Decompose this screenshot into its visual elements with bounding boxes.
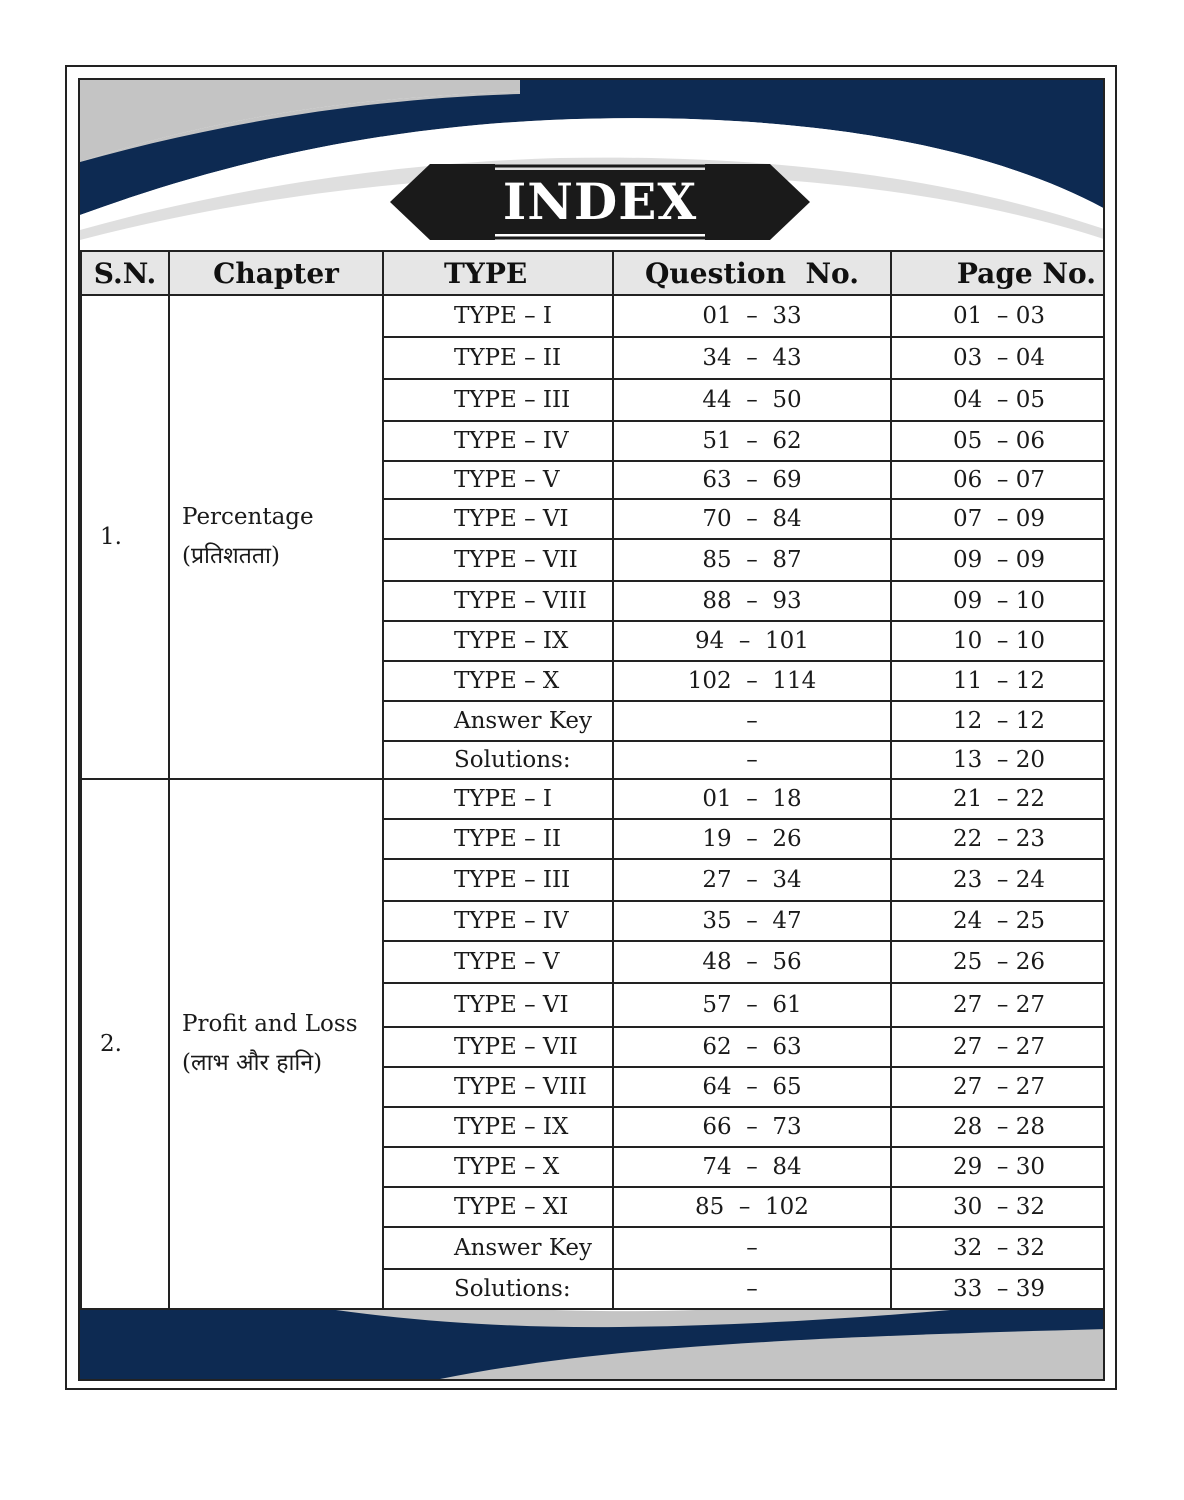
question-range-cell: 01 – 18 — [613, 779, 891, 819]
type-cell: TYPE – VII — [383, 1027, 613, 1067]
question-range-cell: – — [613, 1269, 891, 1309]
page-range-cell: 11 – 12 — [891, 661, 1105, 701]
question-range-cell: 34 – 43 — [613, 337, 891, 379]
page-range-cell: 22 – 23 — [891, 819, 1105, 859]
type-cell: TYPE – VIII — [383, 581, 613, 621]
question-range-cell: 27 – 34 — [613, 859, 891, 901]
question-range-cell: 70 – 84 — [613, 499, 891, 539]
chapter-name-cell — [169, 779, 383, 1309]
index-title-banner — [390, 164, 810, 240]
page-range-cell: 06 – 07 — [891, 461, 1105, 499]
page-range-cell: 05 – 06 — [891, 421, 1105, 461]
type-cell: Solutions: — [383, 741, 613, 779]
type-cell: TYPE – VI — [383, 499, 613, 539]
page-inner-frame — [78, 78, 1105, 1381]
header-question-no: Question No. — [613, 251, 891, 295]
question-range-cell: 44 – 50 — [613, 379, 891, 421]
question-range-cell: 85 – 87 — [613, 539, 891, 581]
page-range-cell: 12 – 12 — [891, 701, 1105, 741]
type-cell: TYPE – X — [383, 1147, 613, 1187]
chapter-name-english: Profit and Loss — [182, 1011, 358, 1037]
question-range-cell: 102 – 114 — [613, 661, 891, 701]
page-range-cell: 27 – 27 — [891, 1027, 1105, 1067]
table-body — [81, 295, 1105, 1309]
header-sn: S.N. — [81, 251, 169, 295]
page-range-cell: 33 – 39 — [891, 1269, 1105, 1309]
question-range-cell: 01 – 33 — [613, 295, 891, 337]
question-range-cell: 35 – 47 — [613, 901, 891, 941]
type-cell: Solutions: — [383, 1269, 613, 1309]
question-range-cell: 85 – 102 — [613, 1187, 891, 1227]
type-cell: TYPE – III — [383, 859, 613, 901]
question-range-cell: 62 – 63 — [613, 1027, 891, 1067]
type-cell: TYPE – II — [383, 819, 613, 859]
type-cell: TYPE – I — [383, 295, 613, 337]
chapter-name-hindi: (लाभ और हानि) — [182, 1050, 323, 1076]
page-range-cell: 28 – 28 — [891, 1107, 1105, 1147]
table-row — [81, 295, 1105, 337]
index-title: INDEX — [502, 172, 698, 231]
type-cell: TYPE – VIII — [383, 1067, 613, 1107]
chapter-serial-number: 1. — [81, 295, 169, 779]
question-range-cell: 88 – 93 — [613, 581, 891, 621]
question-range-cell: 19 – 26 — [613, 819, 891, 859]
page-range-cell: 01 – 03 — [891, 295, 1105, 337]
header-chapter: Chapter — [169, 251, 383, 295]
question-range-cell: 74 – 84 — [613, 1147, 891, 1187]
type-cell: TYPE – IV — [383, 901, 613, 941]
type-cell: Answer Key — [383, 701, 613, 741]
type-cell: TYPE – V — [383, 941, 613, 983]
type-cell: TYPE – VI — [383, 983, 613, 1027]
question-range-cell: 57 – 61 — [613, 983, 891, 1027]
question-range-cell: 51 – 62 — [613, 421, 891, 461]
index-table — [80, 250, 1105, 1310]
question-range-cell: – — [613, 1227, 891, 1269]
question-range-cell: 63 – 69 — [613, 461, 891, 499]
page-range-cell: 30 – 32 — [891, 1187, 1105, 1227]
page-range-cell: 24 – 25 — [891, 901, 1105, 941]
page-range-cell: 09 – 10 — [891, 581, 1105, 621]
page-range-cell: 32 – 32 — [891, 1227, 1105, 1269]
page-range-cell: 13 – 20 — [891, 741, 1105, 779]
question-range-cell: 94 – 101 — [613, 621, 891, 661]
type-cell: TYPE – I — [383, 779, 613, 819]
type-cell: TYPE – X — [383, 661, 613, 701]
type-cell: TYPE – II — [383, 337, 613, 379]
type-cell: TYPE – IV — [383, 421, 613, 461]
page-range-cell: 09 – 09 — [891, 539, 1105, 581]
table-header-row — [81, 251, 1105, 295]
type-cell: TYPE – V — [383, 461, 613, 499]
page-range-cell: 04 – 05 — [891, 379, 1105, 421]
question-range-cell: 64 – 65 — [613, 1067, 891, 1107]
chapter-name-cell — [169, 295, 383, 779]
page-range-cell: 25 – 26 — [891, 941, 1105, 983]
page-range-cell: 23 – 24 — [891, 859, 1105, 901]
page-range-cell: 07 – 09 — [891, 499, 1105, 539]
chapter-name-english: Percentage — [182, 504, 314, 530]
question-range-cell: – — [613, 701, 891, 741]
question-range-cell: 48 – 56 — [613, 941, 891, 983]
page-range-cell: 10 – 10 — [891, 621, 1105, 661]
type-cell: TYPE – III — [383, 379, 613, 421]
page-range-cell: 21 – 22 — [891, 779, 1105, 819]
page-range-cell: 29 – 30 — [891, 1147, 1105, 1187]
type-cell: TYPE – XI — [383, 1187, 613, 1227]
type-cell: Answer Key — [383, 1227, 613, 1269]
page-range-cell: 27 – 27 — [891, 983, 1105, 1027]
header-type: TYPE — [383, 251, 613, 295]
type-cell: TYPE – IX — [383, 621, 613, 661]
chapter-serial-number: 2. — [81, 779, 169, 1309]
page-range-cell: 03 – 04 — [891, 337, 1105, 379]
type-cell: TYPE – IX — [383, 1107, 613, 1147]
page-range-cell: 27 – 27 — [891, 1067, 1105, 1107]
type-cell: TYPE – VII — [383, 539, 613, 581]
question-range-cell: 66 – 73 — [613, 1107, 891, 1147]
chapter-name-hindi: (प्रतिशतता) — [182, 543, 280, 569]
table-row — [81, 779, 1105, 819]
question-range-cell: – — [613, 741, 891, 779]
header-page-no: Page No. — [891, 251, 1105, 295]
